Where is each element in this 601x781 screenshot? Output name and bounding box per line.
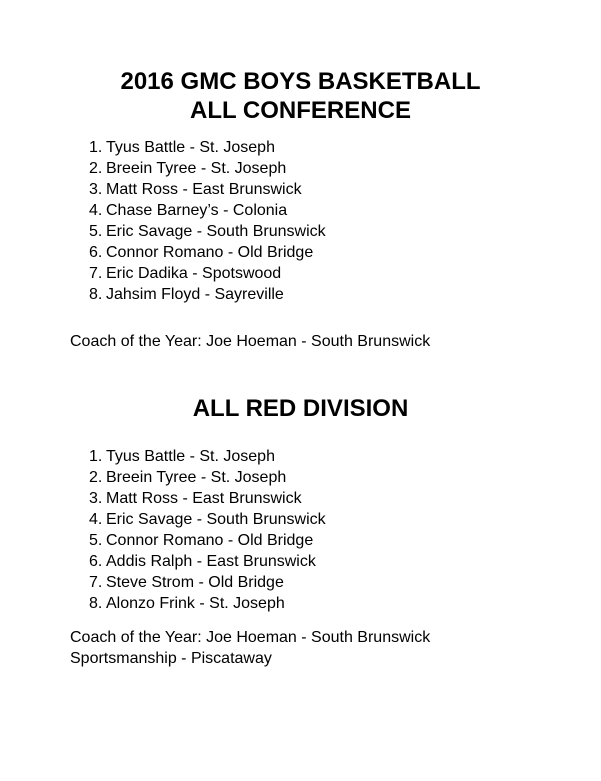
list-item-text: Breein Tyree - St. Joseph: [106, 160, 287, 177]
list-item: [89, 572, 326, 593]
sportsmanship-award: Sportsmanship - Piscataway: [70, 650, 272, 667]
list-item-text: Eric Dadika - Spotswood: [106, 265, 282, 282]
list-item-text: Matt Ross - East Brunswick: [106, 490, 302, 507]
list-item-text: Alonzo Frink - St. Joseph: [106, 595, 285, 612]
list-item-number: 6.: [89, 553, 103, 570]
list-item-text: Breein Tyree - St. Joseph: [106, 469, 287, 486]
list-item: [89, 263, 326, 284]
list-item: [89, 179, 326, 200]
list-item-number: 6.: [89, 244, 103, 261]
list-item-number: 8.: [89, 595, 103, 612]
all-red-division-list: [89, 446, 326, 614]
list-item: [89, 467, 326, 488]
list-item-text: Connor Romano - Old Bridge: [106, 532, 314, 549]
list-item: [89, 137, 326, 158]
list-item-number: 7.: [89, 574, 103, 591]
list-item-number: 3.: [89, 490, 103, 507]
division-coach-of-year: Coach of the Year: Joe Hoeman - South Brunswick: [70, 629, 431, 646]
list-item-text: Jahsim Floyd - Sayreville: [106, 286, 284, 303]
list-item-text: Eric Savage - South Brunswick: [106, 511, 326, 528]
list-item: [89, 242, 326, 263]
list-item: [89, 221, 326, 242]
list-item-number: 7.: [89, 265, 103, 282]
document-title-line1: 2016 GMC BOYS BASKETBALL: [120, 68, 481, 95]
list-item-number: 2.: [89, 469, 103, 486]
list-item-number: 4.: [89, 511, 103, 528]
list-item-text: Steve Strom - Old Bridge: [106, 574, 284, 591]
list-item: [89, 446, 326, 467]
list-item: [89, 284, 326, 305]
list-item-number: 4.: [89, 202, 103, 219]
list-item-text: Tyus Battle - St. Joseph: [106, 139, 275, 156]
list-item-number: 5.: [89, 532, 103, 549]
document-title-line2: ALL CONFERENCE: [190, 97, 411, 124]
list-item-text: Matt Ross - East Brunswick: [106, 181, 302, 198]
list-item-text: Chase Barney’s - Colonia: [106, 202, 288, 219]
list-item: [89, 488, 326, 509]
all-conference-list: [89, 137, 326, 305]
list-item: [89, 551, 326, 572]
list-item: [89, 593, 326, 614]
list-item: [89, 509, 326, 530]
list-item-text: Connor Romano - Old Bridge: [106, 244, 314, 261]
list-item: [89, 158, 326, 179]
list-item-text: Eric Savage - South Brunswick: [106, 223, 326, 240]
list-item-number: 8.: [89, 286, 103, 303]
division-title: ALL RED DIVISION: [192, 395, 409, 422]
list-item-number: 1.: [89, 139, 103, 156]
list-item-number: 2.: [89, 160, 103, 177]
list-item-number: 3.: [89, 181, 103, 198]
list-item-number: 5.: [89, 223, 103, 240]
list-item: [89, 200, 326, 221]
list-item-number: 1.: [89, 448, 103, 465]
conference-coach-of-year: Coach of the Year: Joe Hoeman - South Brunswick: [70, 333, 431, 350]
list-item: [89, 530, 326, 551]
list-item-text: Addis Ralph - East Brunswick: [106, 553, 316, 570]
list-item-text: Tyus Battle - St. Joseph: [106, 448, 275, 465]
